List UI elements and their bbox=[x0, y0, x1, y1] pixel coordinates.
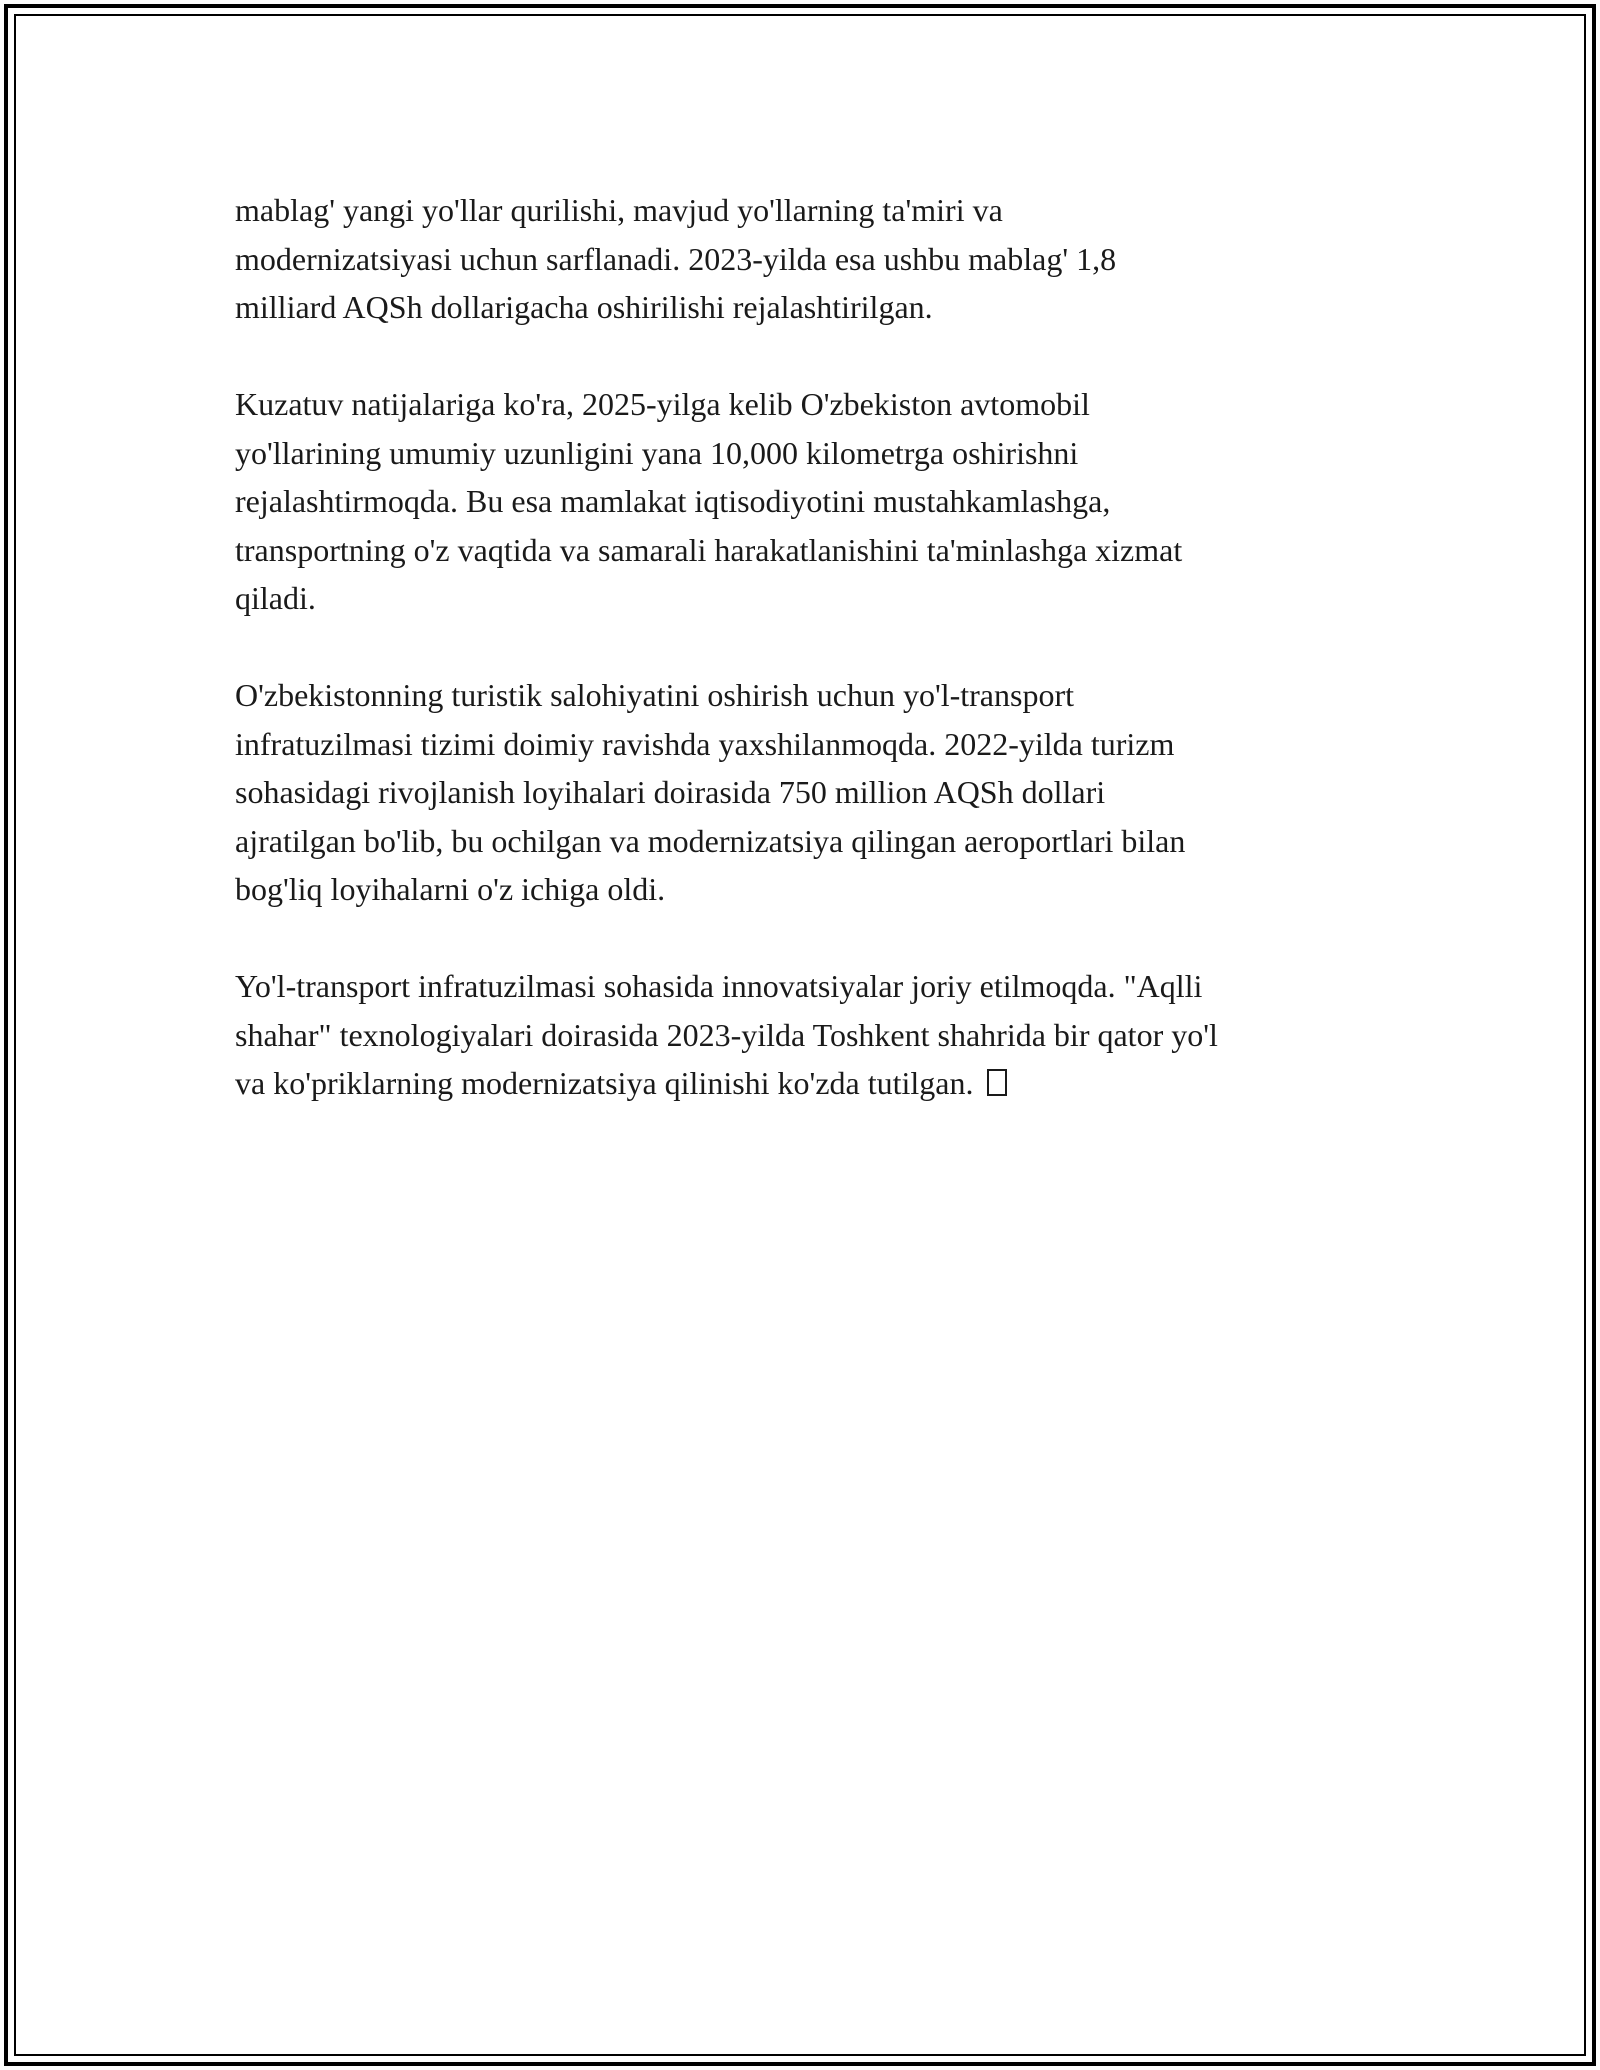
paragraph-smart-city-text: Yo'l-transport infratuzilmasi sohasida innovatsiyalar joriy etilmoqda. "Aqlli shahar" texnologiyalari doirasida 2023-yilda Toshkent shahrida bir qator yo'l va ko'priklarning modernizatsiya qilinishi ko'zda tutilgan. bbox=[235, 968, 1218, 1101]
paragraph-road-length-plan: Kuzatuv natijalariga ko'ra, 2025-yilga kelib O'zbekiston avtomobil yo'llarining umumiy uzunligini yana 10,000 kilometrga oshirishni rejalashtirmoqda. Bu esa mamlakat iqtisodiyotini mustahkamlashga, transportning o'z vaqtida va samarali harakatlanishini ta'minlashga xizmat qiladi. bbox=[235, 386, 1183, 616]
paragraph-tourism-infrastructure: O'zbekistonning turistik salohiyatini oshirish uchun yo'l-transport infratuzilmasi tizimi doimiy ravishda yaxshilanmoqda. 2022-yilda turizm sohasidagi rivojlanish loyihalari doirasida 750 million AQSh dollari ajratilgan bo'lib, bu ochilgan va modernizatsiya qilingan aeroportlari bilan bog'liq loyihalarni o'z ichiga oldi. bbox=[235, 677, 1186, 907]
paragraph-smart-city bbox=[235, 962, 1375, 1108]
document-body bbox=[235, 186, 1375, 1156]
paragraph-road-funding: mablag' yangi yo'llar qurilishi, mavjud yo'llarning ta'miri va modernizatsiyasi uchun sarflanadi. 2023-yilda esa ushbu mablag' 1,8 milliard AQSh dollarigacha oshirilishi rejalashtirilgan. bbox=[235, 192, 1117, 325]
missing-glyph-box-icon bbox=[987, 1069, 1007, 1096]
